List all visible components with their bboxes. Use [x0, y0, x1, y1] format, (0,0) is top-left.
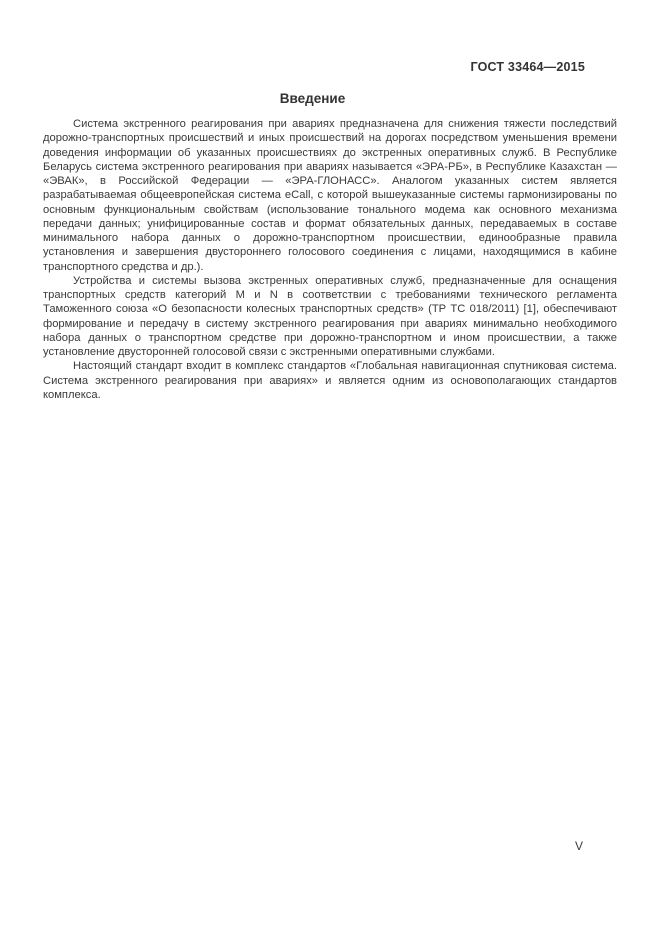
paragraph-1: Система экстренного реагирования при авариях предназначена для снижения тяжести последствий дорожно-транспортных происшествий и иных происшествий на дорогах посредством уменьшения времени доведения информации об указанных происшествиях до экстренных оперативных служб. В Республике Беларусь система экстренного реагирования при авариях называется «ЭРА-РБ», в Республике Казахстан — «ЭВАК», в Российской Федерации — «ЭРА-ГЛОНАСС». Аналогом указанных систем является разрабатываемая общеевропейская система eCall, с которой вышеуказанные системы гармонизированы по основным функциональным свойствам (использование тонального модема как основного механизма передачи данных; унифицированные состав и формат обязательных данных, передаваемых в составе минимального набора данных о дорожно-транспортном происшествии, единообразные правила установления и завершения двустороннего голосового соединения с лицами, находящимися в кабине транспортного средства и др.). [43, 118, 617, 273]
section-title: Введение [279, 91, 346, 106]
paragraph-2: Устройства и системы вызова экстренных оперативных служб, предназначенные для оснащения транспортных средств категорий M и N в соответствии с требованиями технического регламента Таможенного союза «О безопасности колесных транспортных средств» (ТР ТС 018/2011) [1], обеспечивают формирование и передачу в систему экстренного реагирования при авариях минимально необходимого набора данных о транспортном средстве при дорожно-транспортном и ином происшествии, а также установление двусторонней голосовой связи с экстренными оперативными службами. [43, 274, 617, 358]
document-code-header: ГОСТ 33464—2015 [470, 60, 585, 74]
paragraph-3: Настоящий стандарт входит в комплекс стандартов «Глобальная навигационная спутниковая система. Система экстренного реагирования при авариях» и является одним из основополагающих стандартов комплекса. [43, 360, 617, 401]
document-body [43, 117, 617, 402]
page-number: V [574, 839, 583, 853]
